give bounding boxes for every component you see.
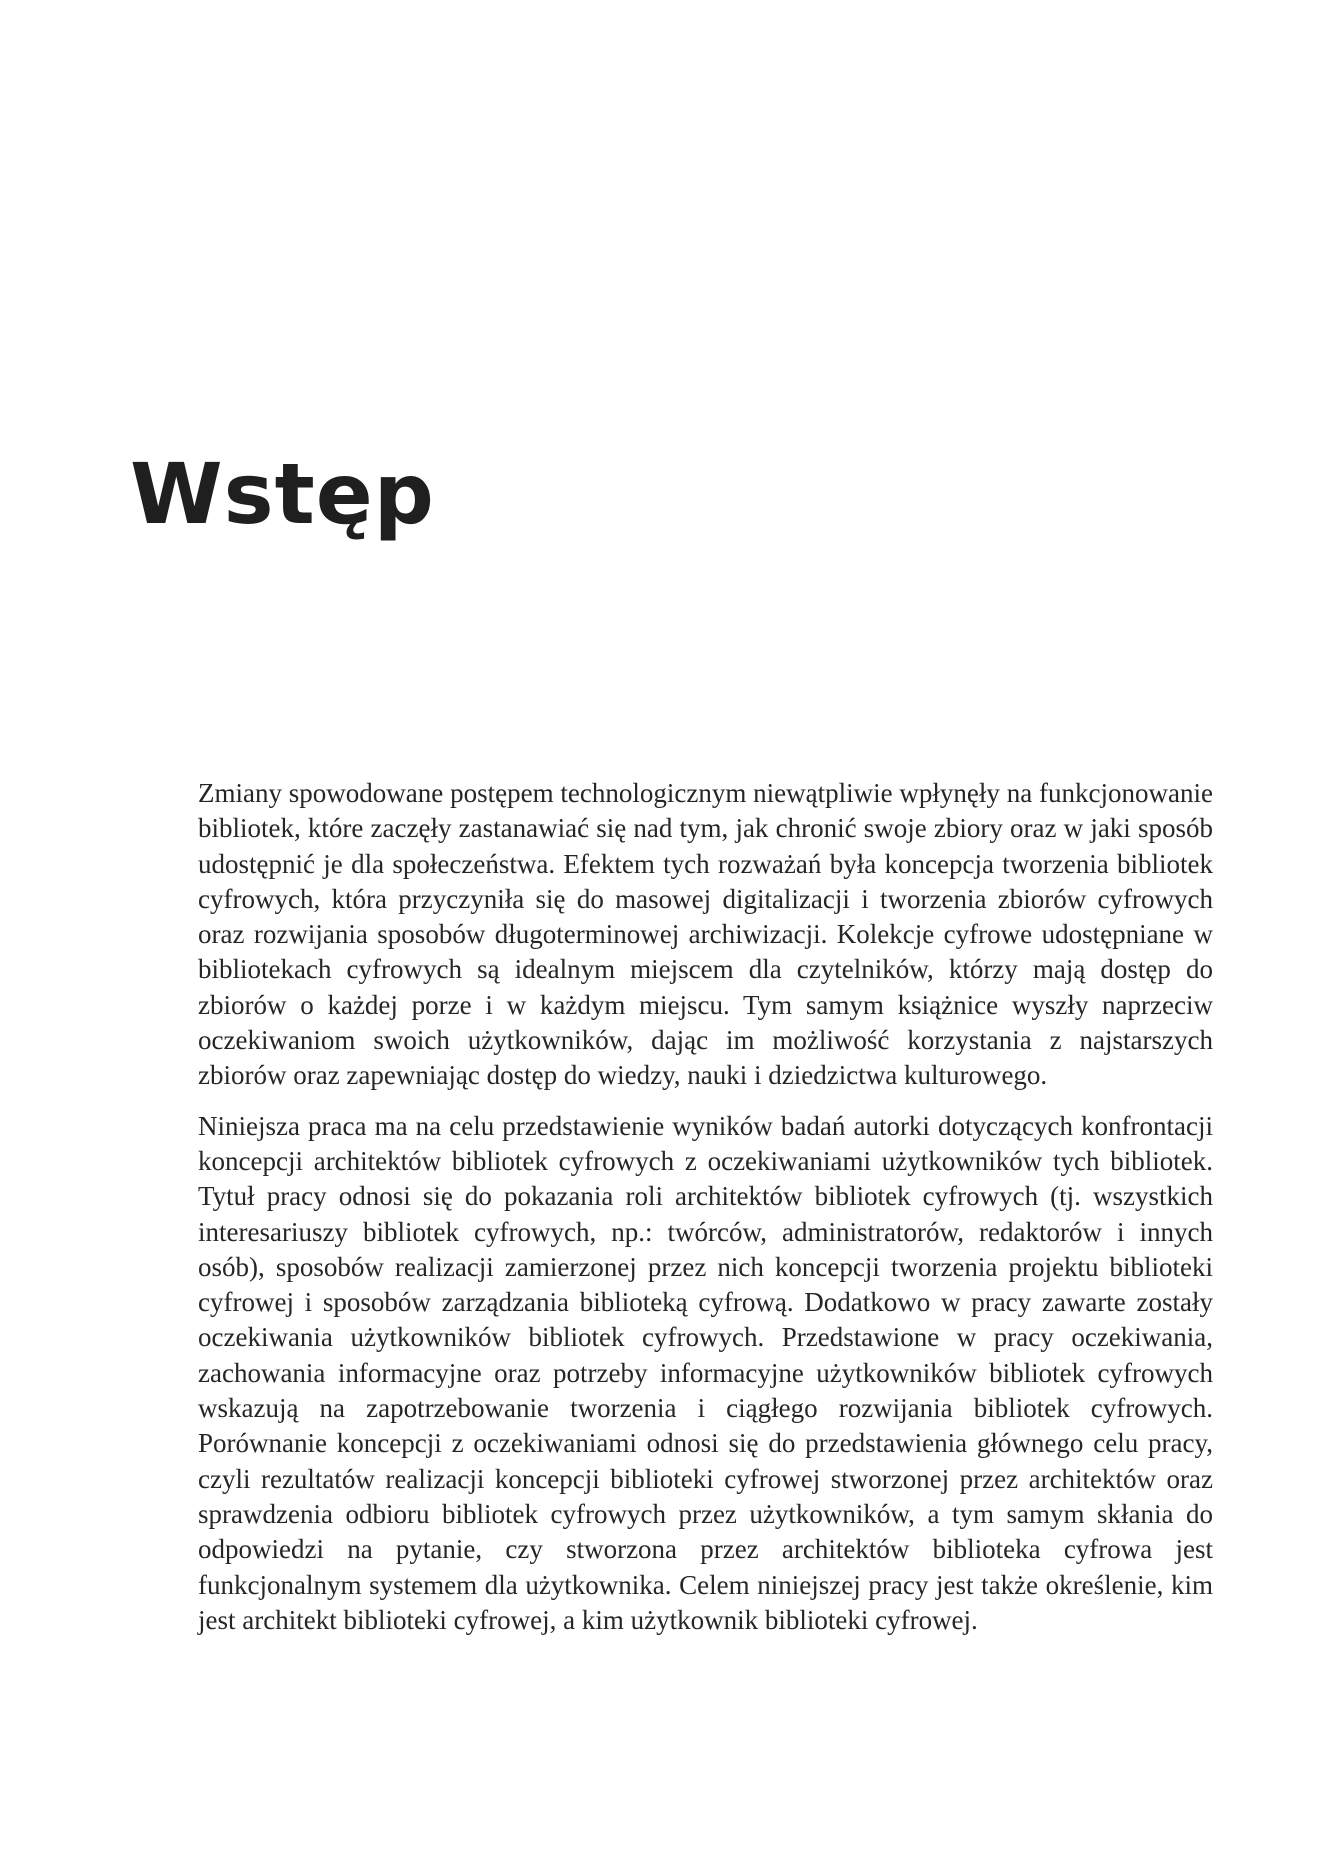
chapter-body xyxy=(198,776,1213,1638)
paragraph-aim: Niniejsza praca ma na celu przedstawienie wyników badań autorki dotyczących konfrontacji koncepcji architektów bibliotek cyfrowych z oczekiwaniami użytkowników tych bibliotek. Tytuł pracy odnosi się do pokazania roli architektów bibliotek cyfrowych (tj. wszystkich interesariuszy bibliotek cyfrowych, np.: twórców, administratorów, redaktorów i innych osób), sposobów realizacji zamierzonej przez nich koncepcji tworzenia projektu biblioteki cyfrowej i sposobów zarządzania biblioteką cyfrową. Dodatkowo w pracy zawarte zostały oczekiwania użytkowników bibliotek cyfrowych. Przedstawione w pracy oczekiwania, zachowania informacyjne oraz potrzeby informacyjne użytkowników bibliotek cyfrowych wskazują na zapotrzebowanie tworzenia i ciągłego rozwijania bibliotek cyfrowych. Porównanie koncepcji z oczekiwaniami odnosi się do przedstawienia głównego celu pracy, czyli rezultatów realizacji koncepcji biblioteki cyfrowej stworzonej przez architektów oraz sprawdzenia odbioru bibliotek cyfrowych przez użytkowników, a tym samym skłania do odpowiedzi na pytanie, czy stworzona przez architektów biblioteka cyfrowa jest funkcjonalnym systemem dla użytkownika. Celem niniejszej pracy jest także określenie, kim jest architekt biblioteki cyfrowej, a kim użytkownik biblioteki cyfrowej. xyxy=(198,1110,1213,1635)
paragraph-intro: Zmiany spowodowane postępem technologicznym niewątpliwie wpłynęły na funkcjonowanie bibliotek, które zaczęły zastanawiać się nad tym, jak chronić swoje zbiory oraz w jaki sposób udostępnić je dla społeczeństwa. Efektem tych rozważań była koncepcja tworzenia bibliotek cyfrowych, która przyczyniła się do masowej digitalizacji i tworzenia zbiorów cyfrowych oraz rozwijania sposobów długoterminowej archiwizacji. Kolekcje cyfrowe udostępniane w bibliotekach cyfrowych są idealnym miejscem dla czytelników, którzy mają dostęp do zbiorów o każdej porze i w każdym miejscu. Tym samym książnice wyszły naprzeciw oczekiwaniom swoich użytkowników, dając im możliwość korzystania z najstarszych zbiorów oraz zapewniając dostęp do wiedzy, nauki i dziedzictwa kulturowego. xyxy=(198,778,1213,1091)
chapter-heading: Wstęp xyxy=(130,445,435,543)
